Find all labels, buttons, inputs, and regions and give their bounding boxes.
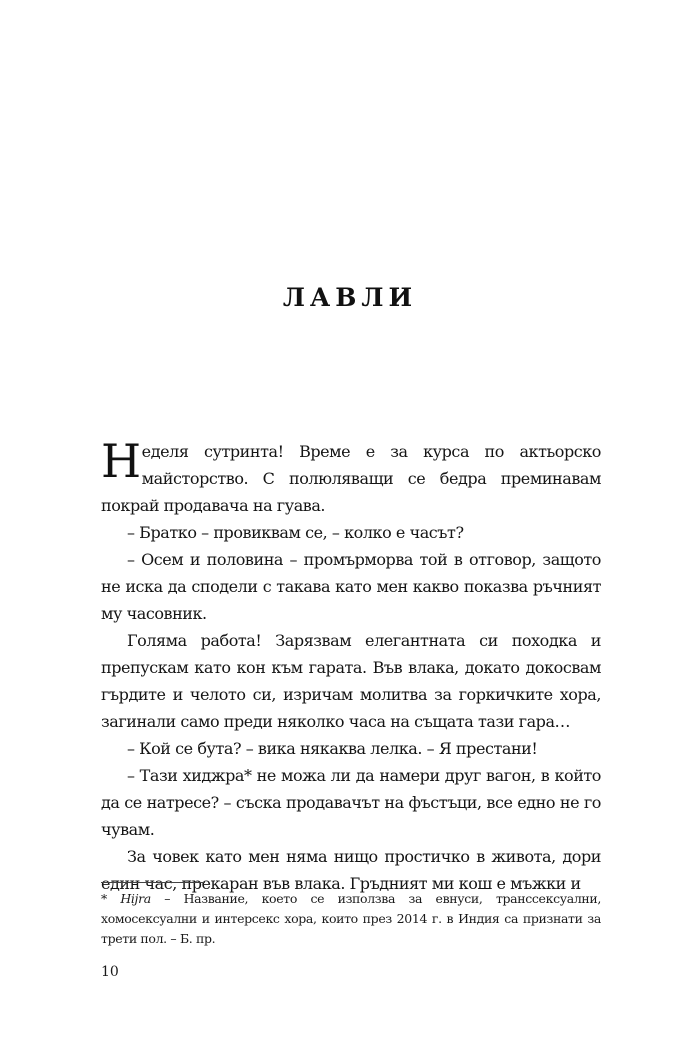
paragraph-4: Голяма работа! Зарязвам елегантната си походка и препускам като кон към гарата. Във влака, докато докосвам гърдите и челото си, изричам молитва за горкичките хора, загинали само преди няколко часа на същата тази гара… [101,631,601,731]
paragraph-6: – Тази хиджра* не можа ли да намери друг вагон, в който да се натресе? – съска продавачът на фъстъци, все едно не го чувам. [101,766,601,839]
paragraph-7: За човек като мен няма нищо простичко в живота, дори един час, прекаран във влака. Гръдният ми кош е мъжки и [101,847,601,893]
paragraph-5: – Кой се бута? – вика някаква лелка. – Я престани! [127,739,538,758]
paragraph-3: – Осем и половина – промърморва той в отговор, защото не иска да сподели с такава като мен какво показва ръчният му часовник. [101,550,601,623]
footnote-term: Hijra [120,891,151,906]
chapter-title: ЛАВЛИ [282,283,418,312]
footnote [101,889,601,949]
footnote-divider [101,882,205,883]
paragraph-2: – Братко – провиквам се, – колко е часът? [127,523,464,542]
footnote-text: – Название, което се използва за евнуси, транссексуални, хомосексуални и интерсекс хора, които през 2014 г. в Индия са признати за трети пол. – Б. пр. [101,891,601,946]
body-text [101,434,601,897]
paragraph-1-text: еделя сутринта! Време е за курса по актьорско майсторство. С полюляващи се бедра преминавам покрай продавача на гуава. [101,442,601,515]
footnote-marker: * [101,891,107,906]
drop-cap: Н [101,434,141,488]
page-number: 10 [101,964,119,980]
paragraph-1 [101,434,601,519]
